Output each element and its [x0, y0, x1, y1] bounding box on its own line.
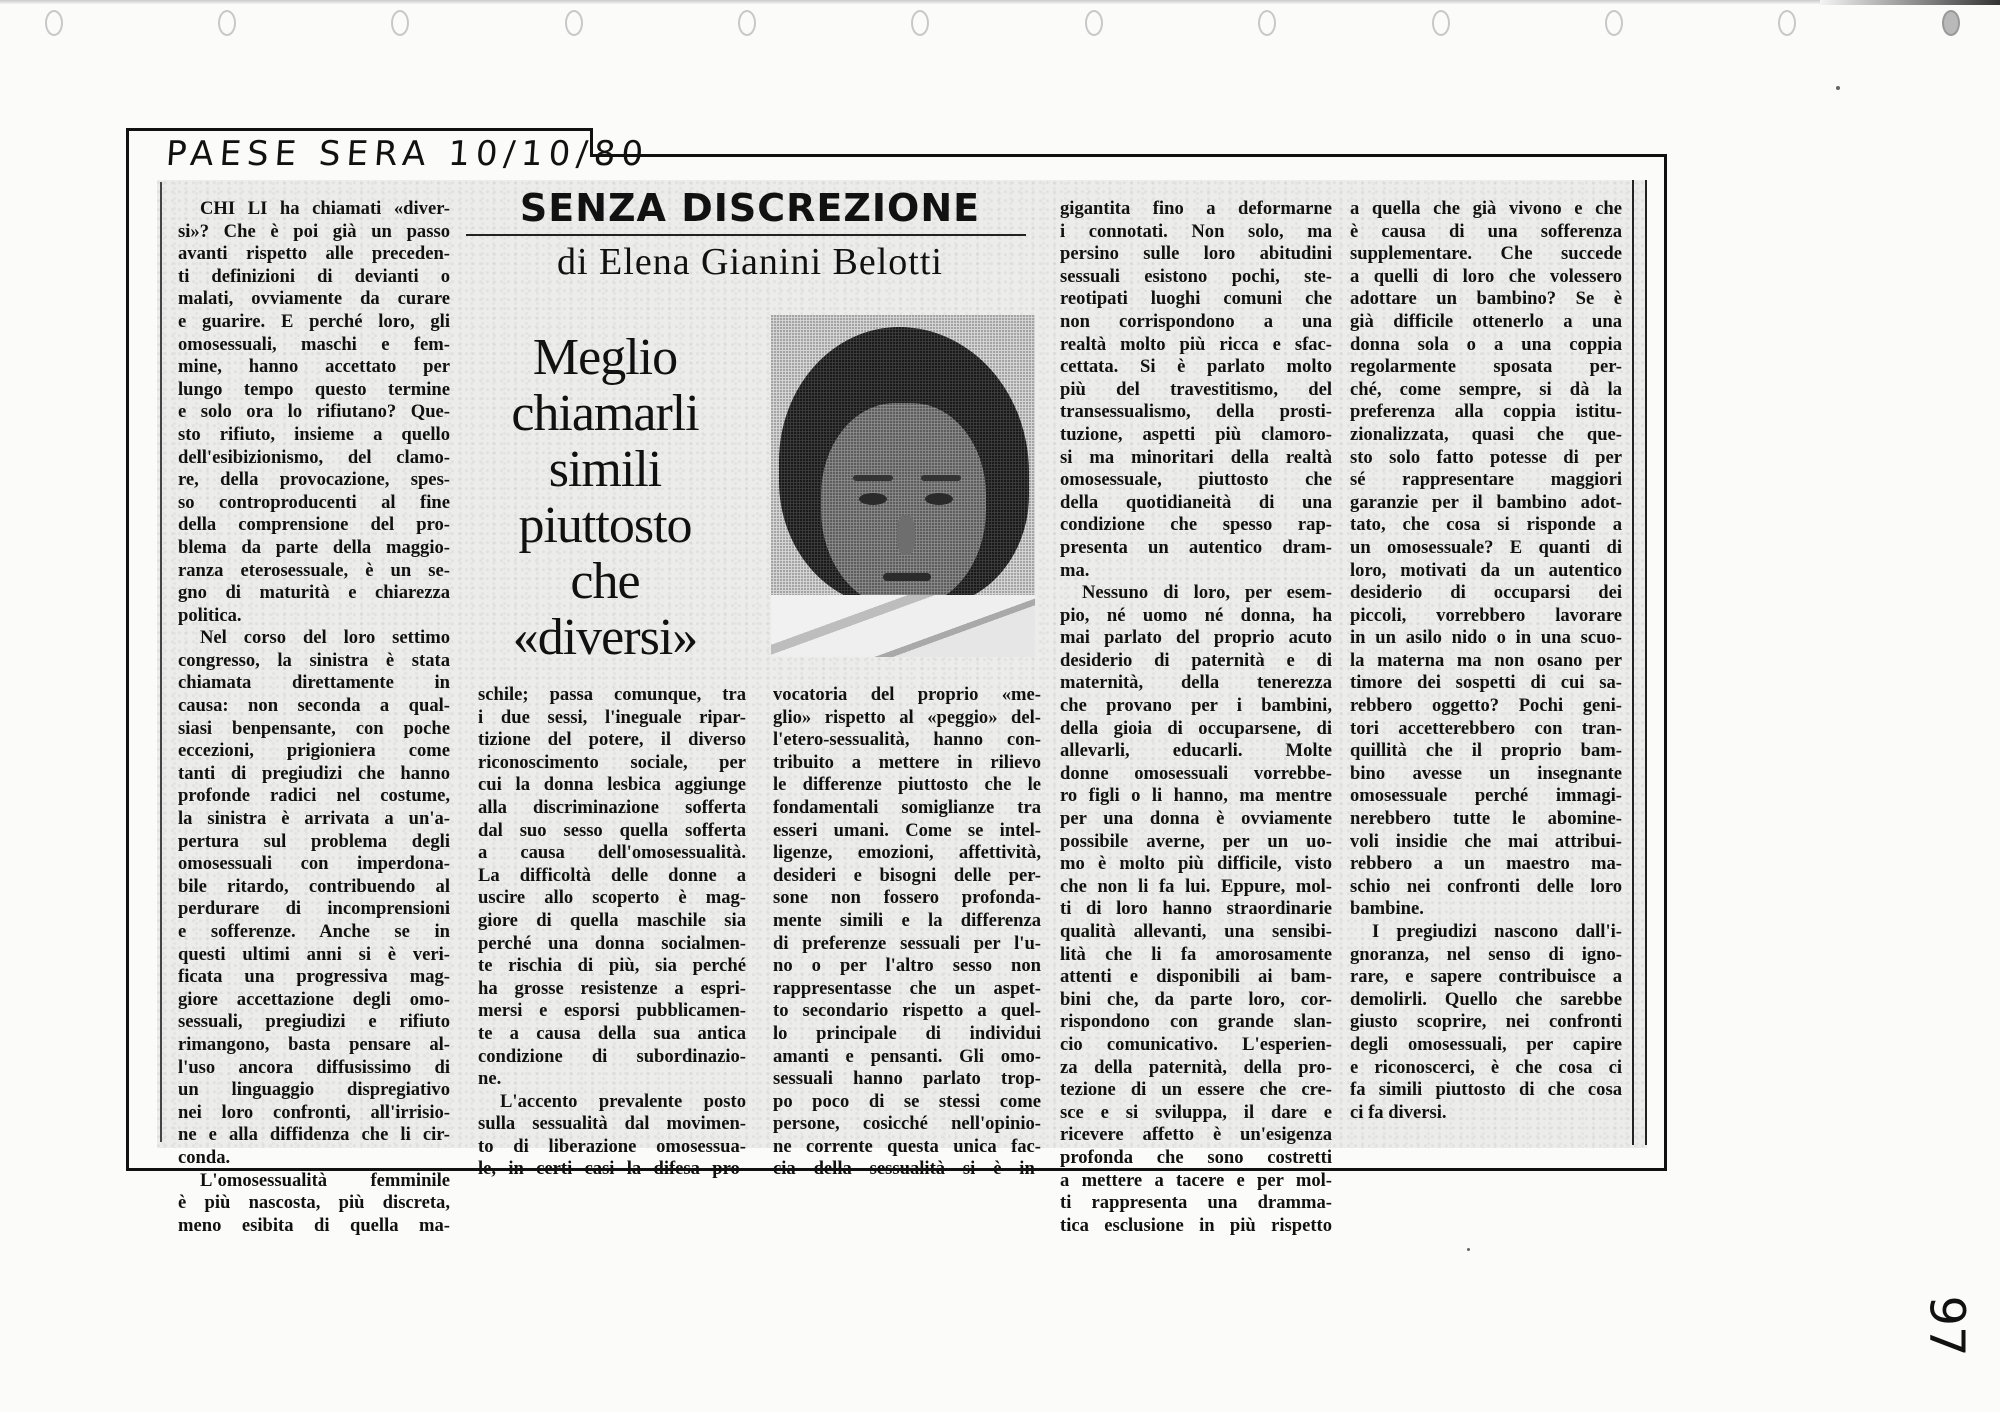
article-text-line: ché, come sempre, si dà la [1350, 378, 1622, 400]
article-text-line: presenta un autentico dram- [1060, 536, 1332, 558]
handwritten-source-label: PAESE SERA 10/10/80 [164, 134, 651, 174]
article-text-line: le, in certi casi la difesa pro- [478, 1158, 746, 1180]
article-text-line: ranza eterosessuale, è un se- [178, 559, 450, 581]
article-text-line: reotipati luoghi comuni che [1060, 288, 1332, 310]
article-text-line: degli omosessuali, per capire [1350, 1033, 1622, 1055]
article-text-line: cui la donna lesbica aggiunge [478, 774, 746, 796]
article-text-line: loro, motivati da un autentico [1350, 559, 1622, 581]
article-text-line: tori accetterebbero con tran- [1350, 717, 1622, 739]
article-text-line: perché una donna socialmen- [478, 932, 746, 954]
article-text-line: schio nei confronti delle loro [1350, 875, 1622, 897]
article-text-line: sessuali esistono pochi, ste- [1060, 265, 1332, 287]
punch-hole [738, 10, 756, 36]
article-text-line: lità che li fa amorosamente [1060, 943, 1332, 965]
article-text-line: della comprensione del pro- [178, 514, 450, 536]
article-text-line: mine, hanno accettato per [178, 356, 450, 378]
article-text-line: conda. [178, 1146, 231, 1168]
punch-hole [1085, 10, 1103, 36]
article-text-line: sé rappresentare maggiori [1350, 469, 1622, 491]
article-text-line: uscire allo scoperto è mag- [478, 887, 746, 909]
article-text-line: rappresentasse che un aspet- [773, 977, 1041, 999]
headline-line: «diversi» [512, 609, 698, 666]
article-text-line: L'accento prevalente posto [500, 1090, 746, 1112]
headline-line: simili [548, 441, 662, 498]
article-text-line: sessuali, pregiudizi e rifiuto [178, 1011, 450, 1033]
article-text-line: maternità, della tenerezza [1060, 672, 1332, 694]
article-text-line: te rischia di più, sia perché [478, 955, 746, 977]
article-text-line: riconoscimento sociale, per [478, 751, 746, 773]
article-text-line: non corrispondono a una [1060, 310, 1332, 332]
article-text-line: supplementare. Che succede [1350, 243, 1622, 265]
article-column-5 [1350, 198, 1622, 1124]
article-text-line: tezione di un essere che cre- [1060, 1079, 1332, 1101]
article-text-line: bambine. [1350, 898, 1424, 920]
article-text-line: ne e alla diffidenza che li cir- [178, 1124, 450, 1146]
handwritten-page-number: 97 [1918, 1295, 1975, 1357]
article-text-line: l'uso ancora diffusissimo di [178, 1056, 450, 1078]
article-text-line: Nessuno di loro, per esem- [1082, 582, 1332, 604]
article-text-line: donna sola o a una coppia [1350, 333, 1622, 355]
article-text-line: cio comunicativo. L'esperien- [1060, 1033, 1332, 1055]
punch-hole [391, 10, 409, 36]
article-text-line: rare, e sapere contribuisce a [1350, 966, 1622, 988]
article-text-line: tica esclusione in più rispetto [1060, 1214, 1332, 1236]
headline-line: Meglio [532, 329, 678, 386]
article-text-line: è più nascosta, più discreta, [178, 1192, 450, 1214]
article-text-line: profonda che sono costretti [1060, 1146, 1332, 1168]
article-text-line: bino avesse un insegnante [1350, 762, 1622, 784]
article-text-line: che non li fa lui. Eppure, mol- [1060, 875, 1332, 897]
article-text-line: ligenze, emozioni, affettività, [773, 842, 1041, 864]
article-text-line: CHI LI ha chiamati «diver- [200, 198, 450, 219]
column-kicker: SENZA DISCREZIONE [519, 186, 981, 230]
byline: di Elena Gianini Belotti [557, 241, 943, 283]
article-text-line: un omosessuale? E quanti di [1350, 536, 1622, 558]
article-text-line: chiamata direttamente in [178, 672, 450, 694]
article-text-line: ne. [478, 1068, 502, 1090]
article-text-line: ti rappresenta una dramma- [1060, 1192, 1332, 1214]
article-text-line: causa: non seconda a qual- [178, 695, 450, 717]
article-text-line: nei loro confronti, all'irrisio- [178, 1101, 450, 1123]
frame-top-left [126, 128, 592, 131]
article-text-line: malati, ovviamente da curare [178, 288, 450, 310]
article-text-line: preferenza alla coppia istitu- [1350, 401, 1622, 423]
article-text-line: fondamentali somiglianze tra [773, 796, 1041, 818]
article-text-line: cia della sessualità si è in- [773, 1158, 1041, 1180]
article-text-line: e guarire. E perché loro, gli [178, 310, 450, 332]
article-text-line: eccezioni, prigioniera come [178, 740, 450, 762]
article-text-line: tuzione, aspetti più clamoro- [1060, 423, 1332, 445]
article-text-line: no o per l'altro sesso non [773, 955, 1041, 977]
headline [470, 330, 740, 666]
article-text-line: tizione del potere, il diverso [478, 729, 746, 751]
article-text-line: giore di quella maschile sia [478, 909, 746, 931]
article-text-line: ro figli o li hanno, ma mentre [1060, 785, 1332, 807]
article-text-line: quillità che il proprio bam- [1350, 740, 1622, 762]
article-text-line: sessuali hanno parlato trop- [773, 1068, 1041, 1090]
article-text-line: re, della provocazione, spes- [178, 469, 450, 491]
photo-brow-right [921, 475, 961, 481]
article-text-line: alla discriminazione sofferta [478, 796, 746, 818]
paper-speck [1836, 86, 1840, 90]
photo-eye-left [859, 493, 887, 505]
article-text-line: ma. [1060, 559, 1090, 581]
article-text-line: sto rifiuto, insieme a quello [178, 423, 450, 445]
article-text-line: I pregiudizi nascono dall'i- [1372, 921, 1622, 942]
kicker-rule [466, 234, 1026, 236]
article-text-line: te a causa della sua antica [478, 1022, 746, 1044]
clipping-rule-right-inner [1632, 180, 1634, 1145]
article-column-3 [773, 684, 1041, 1181]
punch-hole [911, 10, 929, 36]
article-text-line: desiderio di occuparsi dei [1350, 582, 1622, 604]
page-top-edge [0, 0, 2000, 4]
article-text-line: lungo tempo questo termine [178, 378, 450, 400]
article-text-line: La difficoltà delle donne a [478, 864, 746, 886]
article-text-line: in un asilo nido o in una scuo- [1350, 627, 1622, 649]
article-text-line: rispondono con grande slan- [1060, 1011, 1332, 1033]
article-text-line: più del travestitismo, del [1060, 378, 1332, 400]
article-text-line: transessualismo, della prosti- [1060, 401, 1332, 423]
punch-hole [1258, 10, 1276, 36]
article-text-line: di preferenze sessuali per l'u- [773, 932, 1041, 954]
article-text-line: timore dei sospetti di cui sa- [1350, 672, 1622, 694]
photo-collar [771, 595, 1035, 657]
article-text-line: i due sessi, l'ineguale ripar- [478, 706, 746, 728]
article-text-line: ti definizioni di devianti o [178, 265, 450, 287]
article-text-line: siasi benpensante, con poche [178, 717, 450, 739]
article-column-4 [1060, 198, 1332, 1237]
photo-eye-right [925, 493, 953, 505]
article-text-line: sto solo fatto potesse di per [1350, 446, 1622, 468]
article-text-line: zionalizzata, quasi che que- [1350, 423, 1622, 445]
article-text-line: mersi e esporsi pubblicamen- [478, 1000, 746, 1022]
article-text-line: gno di maturità e chiarezza [178, 582, 450, 604]
article-text-line: a quelli di loro che volessero [1350, 265, 1622, 287]
punch-hole [1942, 10, 1960, 36]
article-text-line: sone non fossero profonda- [773, 887, 1041, 909]
article-text-line: perdurare di incomprensioni [178, 898, 450, 920]
article-text-line: tanti di pregiudizi che hanno [178, 762, 450, 784]
article-text-line: è causa di una sofferenza [1350, 220, 1622, 242]
article-text-line: sce e si sviluppa, il dare e [1060, 1101, 1332, 1123]
article-column-2 [478, 684, 746, 1181]
article-text-line: rebbero a un maestro ma- [1350, 853, 1622, 875]
article-text-line: regolarmente sposata per- [1350, 356, 1622, 378]
article-text-line: pio, né uomo né donna, ha [1060, 604, 1332, 626]
article-text-line: donne omosessuali vorrebbe- [1060, 762, 1332, 784]
page-top-edge-shadow [1820, 0, 2000, 5]
article-text-line: L'omosessualità femminile [200, 1169, 450, 1191]
article-text-line: bile ritardo, contribuendo al [178, 875, 450, 897]
punch-hole [1605, 10, 1623, 36]
article-text-line: gnoranza, nel senso di igno- [1350, 943, 1622, 965]
article-text-line: Nel corso del loro settimo [200, 627, 450, 649]
article-text-line: lo principale di individui [773, 1022, 1041, 1044]
article-text-line: pertura sul problema degli [178, 830, 450, 852]
article-text-line: giore accettazione degli omo- [178, 988, 450, 1010]
article-text-line: glio» rispetto al «peggio» del- [773, 706, 1041, 728]
photo-brow-left [853, 475, 893, 481]
article-text-line: la materna ma non osano per [1350, 649, 1622, 671]
article-text-line: amanti e pensanti. Gli omo- [773, 1045, 1041, 1067]
article-text-line: po poco di se stessi come [773, 1090, 1041, 1112]
paper-speck [1467, 1248, 1470, 1251]
article-text-line: le differenze piuttosto che le [773, 774, 1041, 796]
frame-right [1664, 154, 1667, 1171]
article-text-line: ne corrente questa unica fac- [773, 1135, 1041, 1157]
article-text-line: realtà molto più ricca e sfac- [1060, 333, 1332, 355]
frame-top-right [590, 154, 1667, 157]
article-text-line: tribuito a mettere in rilievo [773, 751, 1041, 773]
article-text-line: della gioia di occuparsene, di [1060, 717, 1332, 739]
headline-line: che [570, 553, 640, 610]
article-text-line: fa simili piuttosto di che cosa [1350, 1079, 1622, 1101]
article-text-line: vocatoria del proprio «me- [773, 684, 1041, 705]
clipping-rule-right-outer [1645, 180, 1647, 1145]
article-text-line: a causa dell'omosessualità. [478, 842, 746, 864]
article-text-line: ti di loro hanno straordinarie [1060, 898, 1332, 920]
article-text-line: za della paternità, della pro- [1060, 1056, 1332, 1078]
article-text-line: demolirli. Quello che sarebbe [1350, 988, 1622, 1010]
article-text-line: persino sulle loro abitudini [1060, 243, 1332, 265]
article-text-line: a quella che già vivono e che [1350, 198, 1622, 219]
article-text-line: garanzie per il bambino adot- [1350, 491, 1622, 513]
headline-line: chiamarli [511, 385, 699, 442]
article-text-line: per una donna è ovviamente [1060, 808, 1332, 830]
article-text-line: e riconoscerci, è che cosa ci [1350, 1056, 1622, 1078]
article-text-line: l'etero-sessualità, hanno con- [773, 729, 1041, 751]
punch-hole [45, 10, 63, 36]
article-text-line: condizione di subordinazio- [478, 1045, 746, 1067]
article-text-line: piccoli, vorrebbero lavorare [1350, 604, 1622, 626]
article-text-line: omosessuale, piuttosto che [1060, 469, 1332, 491]
article-text-line: che provano per i bambini, [1060, 695, 1332, 717]
article-text-line: e solo ora lo rifiutano? Que- [178, 401, 450, 423]
article-text-line: profonde radici nel costume, [178, 785, 450, 807]
article-text-line: persone, cosicché nell'opinio- [773, 1113, 1041, 1135]
article-text-line: voli insidie che mai attribui- [1350, 830, 1622, 852]
article-text-line: meno esibita di quella ma- [178, 1214, 450, 1236]
frame-left [126, 128, 129, 1171]
article-text-line: ricevere affetto è un'esigenza [1060, 1124, 1332, 1146]
article-text-line: to di liberazione omosessua- [478, 1135, 746, 1157]
article-text-line: un linguaggio dispregiativo [178, 1079, 450, 1101]
article-text-line: mo è molto più difficile, visto [1060, 853, 1332, 875]
article-text-line: e sofferenze. Anche se in [178, 921, 450, 942]
punch-hole [565, 10, 583, 36]
article-text-line: possibile averne, per un uo- [1060, 830, 1332, 852]
article-text-line: avanti rispetto alle preceden- [178, 243, 450, 265]
article-text-line: desideri e bisogni delle per- [773, 864, 1041, 886]
article-text-line: condizione che spesso rap- [1060, 514, 1332, 536]
article-text-line: si ma minoritari della realtà [1060, 446, 1332, 468]
article-text-line: to secondario rispetto a quel- [773, 1000, 1041, 1022]
article-text-line: schile; passa comunque, tra [478, 684, 746, 705]
article-text-line: dal suo sesso quella sofferta [478, 819, 746, 841]
clipping-rule-left [160, 182, 162, 1142]
article-text-line: so controproducenti al fine [178, 491, 450, 513]
article-column-1 [178, 198, 450, 1237]
article-text-line: blema da parte della maggio- [178, 536, 450, 558]
article-text-line: mai parlato del proprio acuto [1060, 627, 1332, 649]
article-text-line: la sinistra è arrivata a un'a- [178, 808, 450, 830]
article-text-line: desiderio di paternità e di [1060, 649, 1332, 671]
article-text-line: allevarli, educarli. Molte [1060, 740, 1332, 762]
headline-line: piuttosto [518, 497, 692, 554]
article-text-line: adottare un bambino? Se è [1350, 288, 1622, 310]
article-text-line: politica. [178, 604, 242, 626]
article-text-line: esseri umani. Come se intel- [773, 819, 1041, 841]
article-text-line: dell'esibizionismo, del clamo- [178, 446, 450, 468]
article-text-line: cettata. Si è parlato molto [1060, 356, 1332, 378]
article-text-line: omosessuali, maschi e fem- [178, 333, 450, 355]
article-text-line: nerebbero tutte le abomine- [1350, 808, 1622, 830]
article-text-line: giusto scoprire, nei confronti [1350, 1011, 1622, 1033]
article-text-line: mente simili e la differenza [773, 909, 1041, 931]
photo-nose [897, 515, 915, 555]
article-text-line: questi ultimi anni si è veri- [178, 943, 450, 965]
article-text-line: tato, che cosa si risponde a [1350, 514, 1622, 536]
article-text-line: omosessuali con imperdona- [178, 853, 450, 875]
article-text-line: rebbero oggetto? Pochi geni- [1350, 695, 1622, 717]
article-text-line: congresso, la sinistra è stata [178, 649, 450, 671]
article-text-line: ha grosse resistenze a espri- [478, 977, 746, 999]
article-text-line: della quotidianeità di una [1060, 491, 1332, 513]
punch-hole [218, 10, 236, 36]
article-text-line: ficata una progressiva mag- [178, 966, 450, 988]
article-text-line: già difficile ottenerlo a una [1350, 310, 1622, 332]
article-text-line: omosessuale perché immagi- [1350, 785, 1622, 807]
punch-hole [1432, 10, 1450, 36]
article-text-line: rimangono, basta pensare al- [178, 1033, 450, 1055]
article-text-line: bini che, da parte loro, cor- [1060, 988, 1332, 1010]
article-text-line: gigantita fino a deformarne [1060, 198, 1332, 219]
article-text-line: attenti e disponibili ai bam- [1060, 966, 1332, 988]
author-portrait-photo [771, 315, 1035, 657]
article-text-line: sulla sessualità dal movimen- [478, 1113, 746, 1135]
article-text-line: a mettere a tacere e per mol- [1060, 1169, 1332, 1191]
photo-mouth [883, 573, 931, 581]
punch-hole [1778, 10, 1796, 36]
article-text-line: qualità allevanti, una sensibi- [1060, 921, 1332, 942]
article-text-line: si»? Che è poi già un passo [178, 220, 450, 242]
article-text-line: ci fa diversi. [1350, 1101, 1447, 1123]
article-text-line: i connotati. Non solo, ma [1060, 220, 1332, 242]
